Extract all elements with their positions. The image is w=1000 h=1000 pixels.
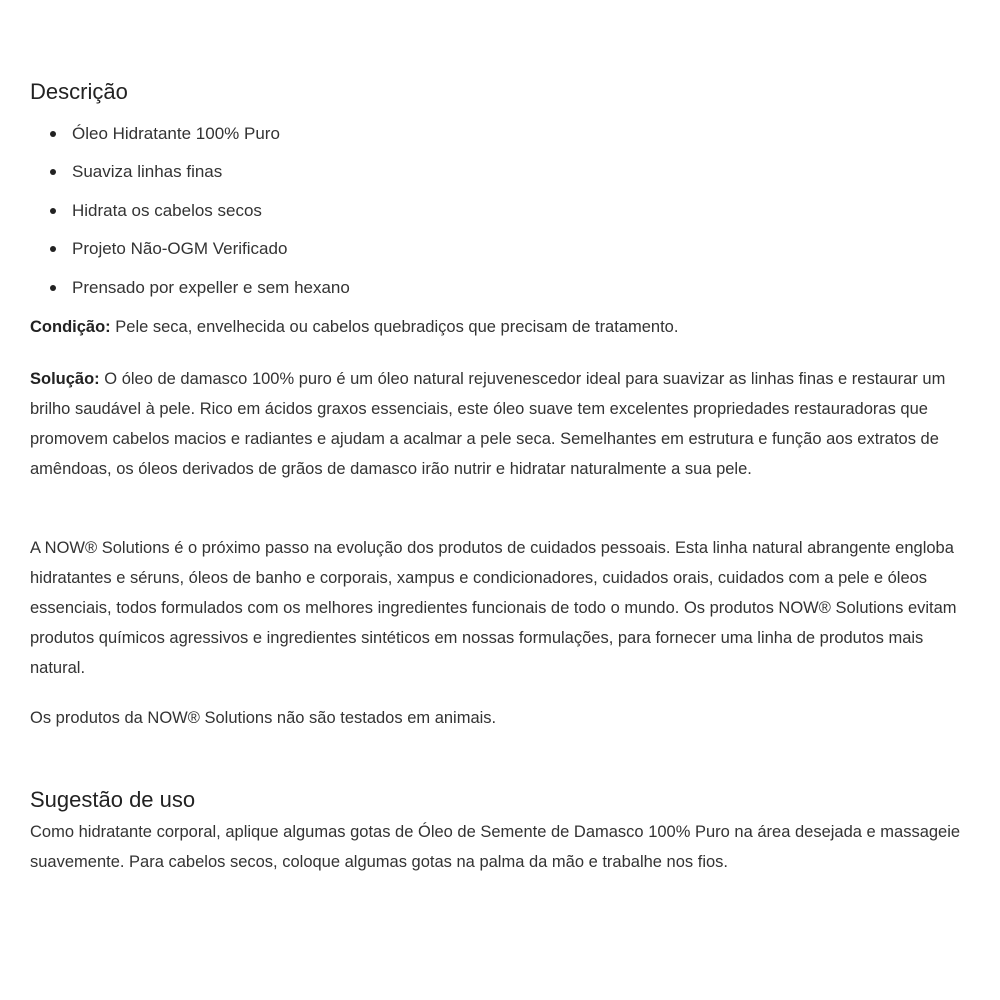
- usage-heading: Sugestão de uso: [30, 787, 196, 812]
- solution-text: O óleo de damasco 100% puro é um óleo natural rejuvenescedor ideal para suavizar as linhas finas e restaurar um brilho saudável à pele. Rico em ácidos graxos essenciais, este óleo suave tem excelentes propriedades restauradoras que promovem cabelos macios e radiantes e ajudam a acalmar a pele seca. Semelhantes em estrutura e função aos extratos de amêndoas, os óleos derivados de grãos de damasco irão nutrir e hidratar naturalmente a sua pele.: [30, 370, 946, 478]
- feature-text: Projeto Não-OGM Verificado: [72, 239, 288, 259]
- usage-paragraph: Como hidratante corporal, aplique algumas gotas de Óleo de Semente de Damasco 100% Puro na área desejada e massageie suavemente. Para cabelos secos, coloque algumas gotas na palma da mão e trabalhe nos fios.: [30, 823, 961, 871]
- description-heading: Descrição: [30, 79, 128, 104]
- list-item: [30, 158, 975, 196]
- cruelty-free-paragraph: Os produtos da NOW® Solutions não são testados em animais.: [30, 709, 497, 727]
- condition-label: Condição:: [30, 318, 111, 336]
- bullet-icon: [50, 131, 56, 137]
- condition-paragraph: [30, 312, 975, 342]
- list-item: [30, 274, 975, 312]
- list-item: [30, 197, 975, 235]
- feature-list: [30, 120, 975, 312]
- brand-intro-paragraph: A NOW® Solutions é o próximo passo na evolução dos produtos de cuidados pessoais. Esta linha natural abrangente engloba hidratantes e séruns, óleos de banho e corporais, xampus e condicionadores, cuidados orais, cuidados com a pele e óleos essenciais, todos formulados com os melhores ingredientes funcionais de todo o mundo. Os produtos NOW® Solutions evitam produtos químicos agressivos e ingredientes sintéticos em nossas formulações, para fornecer uma linha de produtos mais natural.: [30, 539, 957, 677]
- list-item: [30, 235, 975, 273]
- bullet-icon: [50, 169, 56, 175]
- bullet-icon: [50, 208, 56, 214]
- bullet-icon: [50, 246, 56, 252]
- condition-text: Pele seca, envelhecida ou cabelos quebradiços que precisam de tratamento.: [110, 318, 679, 336]
- bullet-icon: [50, 285, 56, 291]
- feature-text: Óleo Hidratante 100% Puro: [72, 124, 280, 143]
- feature-text: Suaviza linhas finas: [72, 162, 223, 182]
- feature-text: Prensado por expeller e sem hexano: [72, 277, 350, 297]
- solution-label: Solução:: [30, 370, 100, 388]
- list-item: [30, 120, 975, 158]
- feature-text: Hidrata os cabelos secos: [72, 200, 262, 220]
- solution-paragraph: [30, 364, 975, 484]
